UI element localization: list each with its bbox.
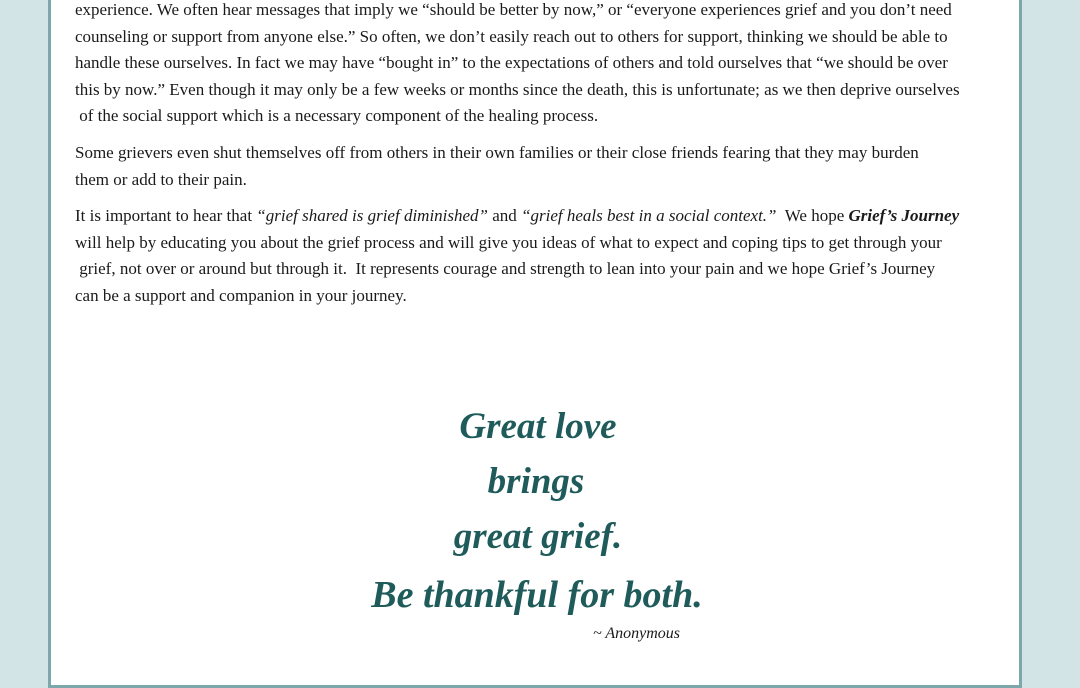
paragraph-1	[75, 0, 1005, 130]
quote-line: Be thankful for both.	[371, 574, 703, 616]
paragraph-line: of the social support which is a necessary component of the healing process.	[75, 106, 599, 126]
italic-phrase: “grief heals best in a social context.”	[521, 206, 777, 226]
document-page	[48, 0, 1022, 688]
text-run: and	[488, 206, 522, 226]
quote-line: great grief.	[453, 516, 623, 557]
quote-line: brings	[487, 461, 585, 502]
paragraph-3	[75, 203, 1005, 309]
quote-line: Great love	[459, 406, 617, 447]
text-run: It is important to hear that	[75, 206, 257, 226]
paragraph-line	[75, 203, 1005, 230]
paragraph-line: will help by educating you about the grief process and will give you ideas of what to expect and coping tips to get through your	[75, 232, 942, 252]
paragraph-line: handle these ourselves. In fact we may have “bought in” to the expectations of others and told ourselves that “we should be over	[75, 53, 948, 73]
book-title: Grief’s Journey	[848, 206, 960, 226]
text-run: We hope	[776, 206, 849, 226]
pull-quote	[51, 399, 1025, 623]
paragraph-line: them or add to their pain.	[75, 169, 247, 189]
body-text	[75, 0, 1005, 320]
paragraph-line: Some grievers even shut themselves off from others in their own families or their close friends fearing that they may burden	[75, 142, 919, 162]
paragraph-line: this by now.” Even though it may only be a few weeks or months since the death, this is unfortunate; as we then deprive ourselves	[75, 79, 960, 99]
quote-attribution: ~ Anonymous	[593, 625, 681, 642]
paragraph-line: counseling or support from anyone else.” So often, we don’t easily reach out to others for support, thinking we should be able to	[75, 26, 948, 46]
italic-phrase: “grief shared is grief diminished”	[256, 206, 489, 226]
paragraph-line: grief, not over or around but through it. It represents courage and strength to lean into your pain and we hope Grief’s Journey	[75, 259, 936, 279]
paragraph-2	[75, 140, 1005, 193]
paragraph-line: can be a support and companion in your journey.	[75, 285, 407, 305]
paragraph-line: experience. We often hear messages that imply we “should be better by now,” or “everyone experiences grief and you don’t need	[75, 0, 952, 19]
